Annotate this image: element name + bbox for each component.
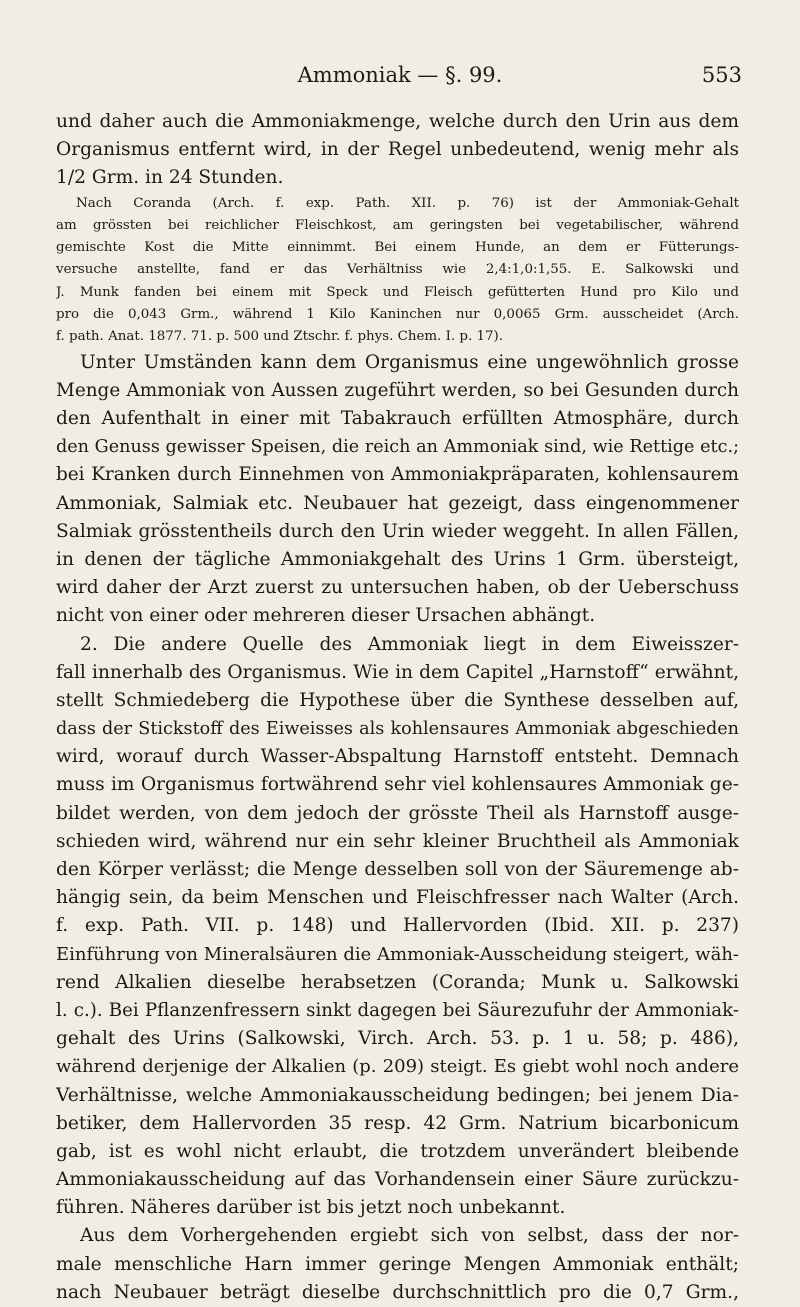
text-line: muss im Organismus fortwährend sehr viel kohlensaures Ammoniak ge- (56, 774, 739, 796)
text-line: Unter Umständen kann dem Organismus eine ungewöhnlich grosse (80, 351, 739, 373)
text-line: den Körper verlässt; die Menge desselben soll von der Säuremenge ab- (56, 859, 739, 881)
text-line: Salmiak grösstentheils durch den Urin wieder weggeht. In allen Fällen, (56, 520, 739, 542)
body-text (56, 108, 739, 1307)
text-line: Einführung von Mineralsäuren die Ammoniak-Ausscheidung steigert, wäh- (56, 943, 739, 965)
text-line: Menge Ammoniak von Aussen zugeführt werden, so bei Gesunden durch (56, 379, 739, 401)
text-line: 2. Die andere Quelle des Ammoniak liegt in dem Eiweisszer- (80, 633, 739, 655)
text-line: J. Munk fanden bei einem mit Speck und Fleisch gefütterten Hund pro Kilo und (56, 284, 739, 300)
text-line: wird daher der Arzt zuerst zu untersuchen haben, ob der Ueberschuss (56, 577, 739, 599)
text-line: Aus dem Vorhergehenden ergiebt sich von selbst, dass der nor- (80, 1225, 739, 1247)
text-line: wird, worauf durch Wasser-Abspaltung Harnstoff entsteht. Demnach (56, 746, 739, 768)
text-line: den Genuss gewisser Speisen, die reich an Ammoniak sind, wie Rettige etc.; (56, 437, 739, 458)
paragraph (56, 108, 739, 193)
text-line: bildet werden, von dem jedoch der grösste Theil als Harnstoff ausge- (56, 802, 739, 824)
text-line: l. c.). Bei Pflanzenfressern sinkt dagegen bei Säurezufuhr der Ammoniak- (56, 999, 739, 1021)
text-line: pro die 0,043 Grm., während 1 Kilo Kaninchen nur 0,0065 Grm. ausscheidet (Arch. (56, 307, 739, 323)
text-line: nach Neubauer beträgt dieselbe durchschnittlich pro die 0,7 Grm., (56, 1281, 739, 1303)
text-line: in denen der tägliche Ammoniakgehalt des Urins 1 Grm. übersteigt, (56, 548, 739, 570)
text-line: Organismus entfernt wird, in der Regel unbedeutend, wenig mehr als (56, 139, 739, 161)
text-line: fall innerhalb des Organismus. Wie in dem Capitel „Harnstoff“ erwähnt, (56, 661, 739, 683)
paragraph (56, 1222, 739, 1307)
page-header (0, 62, 800, 92)
running-head: Ammoniak — §. 99. (297, 63, 503, 87)
text-line: male menschliche Harn immer geringe Mengen Ammoniak enthält; (56, 1253, 739, 1275)
text-line: f. path. Anat. 1877. 71. p. 500 und Ztschr. f. phys. Chem. I. p. 17). (56, 329, 504, 345)
text-line: bei Kranken durch Einnehmen von Ammoniakpräparaten, kohlensaurem (56, 464, 739, 486)
text-line: schieden wird, während nur ein sehr kleiner Bruchtheil als Ammoniak (56, 830, 739, 852)
text-line: gemischte Kost die Mitte einnimmt. Bei einem Hunde, an dem er Fütterungs- (56, 240, 739, 256)
text-line: Nach Coranda (Arch. f. exp. Path. XII. p. 76) ist der Ammoniak-Gehalt (76, 195, 739, 211)
text-line: 1/2 Grm. in 24 Stunden. (56, 167, 284, 189)
paragraph (56, 631, 739, 1223)
page-number: 553 (701, 63, 742, 87)
text-line: dass der Stickstoff des Eiweisses als kohlensaures Ammoniak abgeschieden (56, 719, 739, 740)
text-line: gab, ist es wohl nicht erlaubt, die trotzdem unverändert bleibende (56, 1140, 739, 1162)
text-line: betiker, dem Hallervorden 35 resp. 42 Grm. Natrium bicarbonicum (56, 1112, 739, 1134)
text-line: Verhältnisse, welche Ammoniakausscheidung bedingen; bei jenem Dia- (56, 1084, 739, 1106)
footnote-paragraph (56, 193, 739, 349)
text-line: am grössten bei reichlicher Fleischkost, am geringsten bei vegetabilischer, während (56, 217, 739, 233)
text-line: stellt Schmiedeberg die Hypothese über die Synthese desselben auf, (56, 689, 739, 711)
text-line: Ammoniakausscheidung auf das Vorhandensein einer Säure zurückzu- (56, 1169, 739, 1191)
text-line: führen. Näheres darüber ist bis jetzt noch unbekannt. (56, 1197, 566, 1219)
text-line: rend Alkalien dieselbe herabsetzen (Coranda; Munk u. Salkowski (56, 971, 739, 993)
text-line: und daher auch die Ammoniakmenge, welche durch den Urin aus dem (56, 111, 739, 132)
text-line: Ammoniak, Salmiak etc. Neubauer hat gezeigt, dass eingenommener (56, 492, 739, 514)
text-line: nicht von einer oder mehreren dieser Ursachen abhängt. (56, 605, 596, 627)
text-line: den Aufenthalt in einer mit Tabakrauch erfüllten Atmosphäre, durch (56, 408, 739, 430)
text-line: versuche anstellte, fand er das Verhältniss wie 2,4:1,0:1,55. E. Salkowski und (56, 262, 739, 278)
text-line: während derjenige der Alkalien (p. 209) steigt. Es giebt wohl noch andere (56, 1056, 739, 1078)
paragraph (56, 349, 739, 631)
text-line: f. exp. Path. VII. p. 148) und Hallervorden (Ibid. XII. p. 237) (56, 915, 739, 937)
text-line: gehalt des Urins (Salkowski, Virch. Arch. 53. p. 1 u. 58; p. 486), (56, 1028, 739, 1050)
text-line: hängig sein, da beim Menschen und Fleischfresser nach Walter (Arch. (56, 887, 739, 909)
